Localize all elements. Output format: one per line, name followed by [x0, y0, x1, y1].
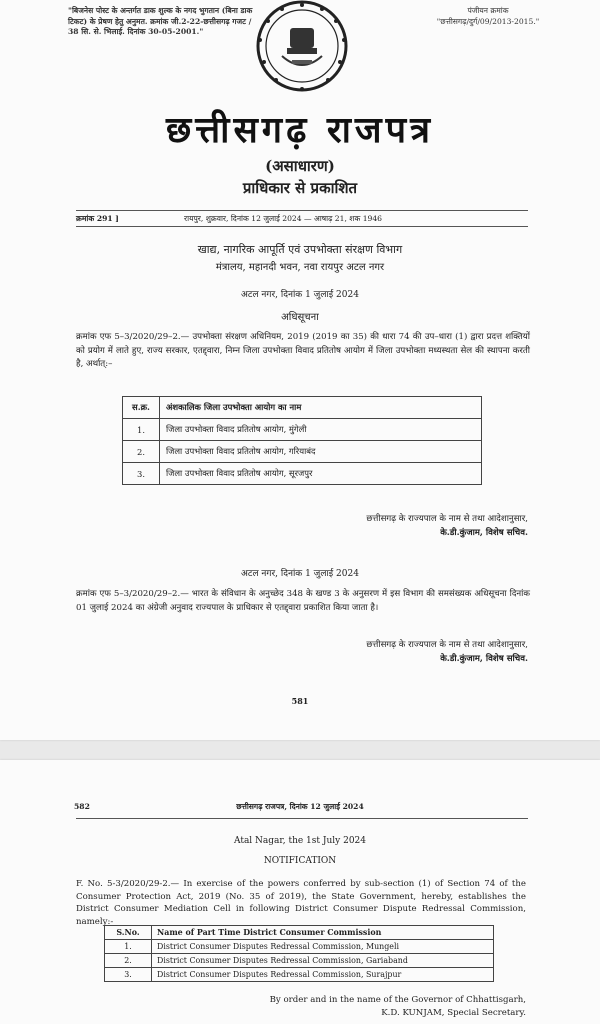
- table-cell-sno: 1.: [123, 419, 160, 441]
- department-address: मंत्रालय, महानदी भवन, नवा रायपुर अटल नगर: [215, 262, 385, 273]
- english-notification-date: Atal Nagar, the 1st July 2024: [233, 836, 367, 846]
- table-header: [123, 397, 482, 419]
- english-signature-name: K.D. KUNJAM, Special Secretary.: [381, 1008, 526, 1018]
- gazette-title: छत्तीसगढ़ राजपत्र: [166, 109, 434, 151]
- table-row: [105, 954, 494, 968]
- table-row: [123, 463, 482, 485]
- english-notification-heading: NOTIFICATION: [263, 856, 337, 866]
- table-cell-name: District Consumer Disputes Redressal Commission, Gariaband: [152, 954, 494, 968]
- table-cell-sno: 2.: [123, 441, 160, 463]
- column-header-name: Name of Part Time District Consumer Commission: [152, 926, 494, 940]
- english-notification-paragraph: F. No. 5-3/2020/29-2.— In exercise of the powers conferred by sub-section (1) of Section 74 of the Consumer Protection Act, 2019 (No. 35 of 2019), the State Government, hereby, establishes the District Consumer Mediation Cell in following District Consumer Dispute Redressal Commission, namely:-: [76, 879, 526, 927]
- divider: [76, 210, 528, 211]
- table-cell-sno: 3.: [123, 463, 160, 485]
- table-cell-name: District Consumer Disputes Redressal Commission, Surajpur: [152, 968, 494, 982]
- registration-value: "छत्तीसगढ़/दुर्ग/09/2013-2015.": [436, 16, 540, 26]
- commission-table-hindi: [122, 396, 482, 485]
- divider: [76, 818, 528, 819]
- registration-number: [398, 6, 578, 27]
- table-row: [105, 940, 494, 954]
- column-header-sno: S.No.: [105, 926, 152, 940]
- english-signature-line: By order and in the name of the Governor of Chhattisgarh,: [269, 995, 526, 1005]
- issue-date: रायपुर, शुक्रवार, दिनांक 12 जुलाई 2024 — आषाढ़ 21, शक 1946: [184, 214, 383, 223]
- column-header-sno: स.क्र.: [123, 397, 160, 419]
- running-head-title: छत्तीसगढ़ राजपत्र, दिनांक 12 जुलाई 2024: [236, 802, 364, 811]
- state-emblem-seal: [252, 0, 352, 96]
- table-cell-name: जिला उपभोक्ता विवाद प्रतितोष आयोग, मुंगेली: [160, 419, 482, 441]
- signature-line-2: छत्तीसगढ़ के राज्यपाल के नाम से तथा आदेशानुसार,: [366, 640, 528, 650]
- table-row: [123, 419, 482, 441]
- table-cell-name: जिला उपभोक्ता विवाद प्रतितोष आयोग, गरियाबंद: [160, 441, 482, 463]
- authority-label: प्राधिकार से प्रकाशित: [242, 179, 358, 197]
- translation-paragraph: क्रमांक एफ 5–3/2020/29–2.— भारत के संविधान के अनुच्छेद 348 के खण्ड 3 के अनुसरण में इस विभाग की समसंख्यक अधिसूचना दिनांक 01 जुलाई 2024 का अंग्रेजी अनुवाद राज्यपाल के प्राधिकार से एतद्द्वारा प्रकाशित किया जाता है।: [76, 589, 530, 613]
- table-row: [123, 441, 482, 463]
- page-number: 582: [74, 802, 90, 811]
- department-name: खाद्य, नागरिक आपूर्ति एवं उपभोक्ता संरक्षण विभाग: [197, 243, 403, 256]
- notification-paragraph: क्रमांक एफ 5–3/2020/29–2.— उपभोक्ता संरक्षण अधिनियम, 2019 (2019 का 35) की धारा 74 की उप–धारा (1) द्वारा प्रदत्त शक्तियों को प्रयोग में लाते हुए, राज्य सरकार, एतद्द्वारा, निम्न जिला उपभोक्ता विवाद प्रतितोष आयोग में जिला उपभोक्ता मध्यस्थता सेल की स्थापना करती है, अर्थात्:–: [76, 332, 530, 369]
- signature-name-2: के.डी.कुंजाम, विशेष सचिव.: [440, 654, 528, 664]
- signature-name-1: के.डी.कुंजाम, विशेष सचिव.: [440, 528, 528, 538]
- table-row: [105, 968, 494, 982]
- postal-permit-note: "बिजनेस पोस्ट के अन्तर्गत डाक शुल्क के नगद भुगतान (बिना डाक टिकट) के प्रेषण हेतु अनुमत. क्रमांक जी.2-22-छत्तीसगढ़ गजट / 38 सि. से. भिलाई. दिनांक 30-05-2001.": [68, 6, 253, 36]
- table-header: [105, 926, 494, 940]
- table-cell-name: District Consumer Disputes Redressal Commission, Mungeli: [152, 940, 494, 954]
- table-cell-sno: 3.: [105, 968, 152, 982]
- divider: [76, 226, 528, 227]
- commission-table-english: [104, 925, 494, 982]
- registration-label: पंजीयन क्रमांक: [467, 6, 509, 15]
- column-header-name: अंशकालिक जिला उपभोक्ता आयोग का नाम: [160, 397, 482, 419]
- issue-number: क्रमांक 291 ]: [76, 214, 119, 223]
- table-cell-sno: 1.: [105, 940, 152, 954]
- extraordinary-label: (असाधारण): [265, 157, 335, 175]
- notification-heading: अधिसूचना: [281, 312, 319, 323]
- page-number: 581: [291, 696, 309, 706]
- signature-line-1: छत्तीसगढ़ के राज्यपाल के नाम से तथा आदेशानुसार,: [366, 514, 528, 524]
- table-cell-sno: 2.: [105, 954, 152, 968]
- table-cell-name: जिला उपभोक्ता विवाद प्रतितोष आयोग, सूरजपुर: [160, 463, 482, 485]
- notification-date: अटल नगर, दिनांक 1 जुलाई 2024: [241, 290, 359, 300]
- translation-date: अटल नगर, दिनांक 1 जुलाई 2024: [241, 569, 359, 579]
